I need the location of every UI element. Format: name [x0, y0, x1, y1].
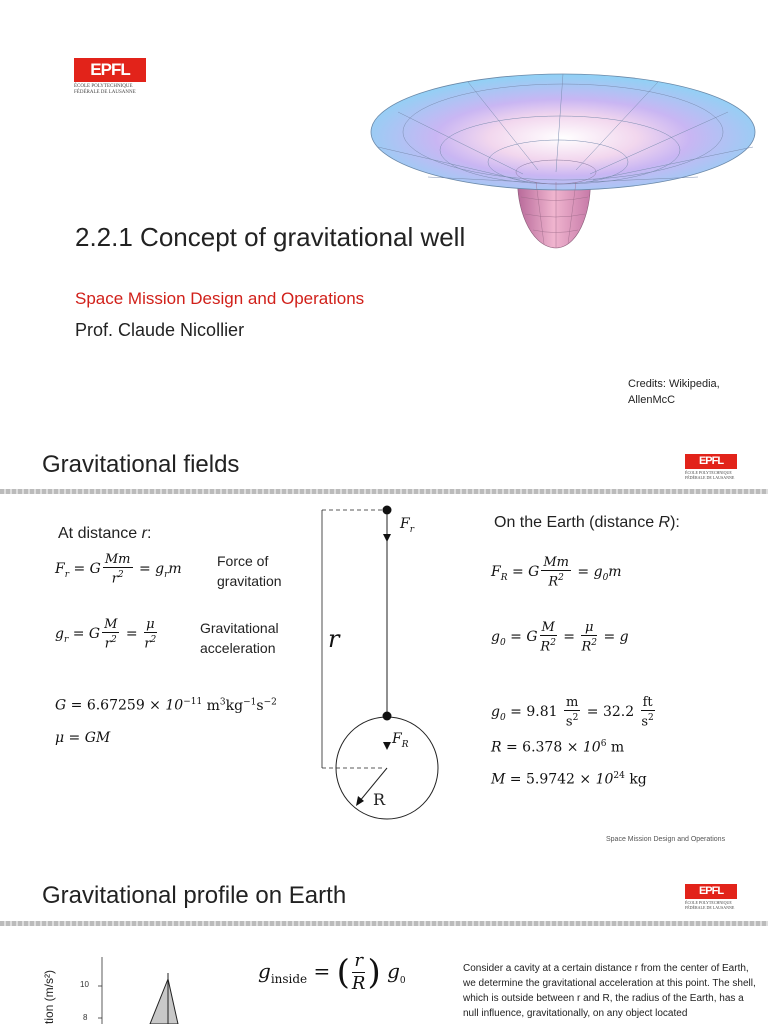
- gravity-profile-plot: [78, 953, 188, 1024]
- logo-caption: ÉCOLE POLYTECHNIQUE FÉDÉRALE DE LAUSANNE: [74, 84, 136, 95]
- epfl-logo: EPFL: [685, 884, 737, 899]
- image-credits: Credits: Wikipedia, AllenMcC: [628, 378, 720, 406]
- force-equation: $F_r = G$ $\frac{Mm}{r^2}$ = $g_rm$: [55, 552, 182, 587]
- g0-value: $g_0 = 9.81$ $\frac{m}{s^2}$ = 32.2 $\frac{ft}{s^2}$: [491, 695, 654, 730]
- logo-caption: ÉCOLE POLYTECHNIQUE FÉDÉRALE DE LAUSANNE: [685, 900, 735, 910]
- author-name: Prof. Claude Nicollier: [75, 320, 245, 340]
- header-divider: [0, 921, 768, 926]
- tick-label-10: 10: [80, 980, 89, 989]
- right-column-header: On the Earth (distance R):: [494, 514, 680, 531]
- radius-R-label: R: [373, 790, 386, 809]
- force-label: Force of gravitation: [217, 553, 282, 589]
- slide-heading: Gravitational profile on Earth: [42, 882, 347, 909]
- tick-label-8: 8: [83, 1013, 88, 1022]
- title-slide: [0, 0, 768, 425]
- slide-footer: Space Mission Design and Operations: [606, 836, 726, 843]
- epfl-logo: EPFL: [685, 454, 737, 469]
- surface-force-equation: $F_R = G$ $\frac{Mm}{R^2}$ = $g_0m$: [491, 555, 622, 590]
- inside-gravity-formula: $g_{inside}$ = ( $\frac{r}{R}$ ) $g_0$: [258, 950, 406, 994]
- header-divider: [0, 489, 768, 494]
- epfl-logo: EPFL: [74, 58, 146, 82]
- acceleration-equation: $g_r = G$ $\frac{M}{r^2}$ = $\frac{\mu}{r^2}$: [55, 617, 157, 652]
- mu-definition: μ = GM: [55, 730, 111, 746]
- slide-heading: Gravitational fields: [42, 451, 240, 478]
- acceleration-label: Gravitational acceleration: [200, 620, 279, 656]
- earth-radius: $R = 6.378 \times 10^6$ m: [491, 739, 625, 756]
- plot-axis-label: tion (m/s²): [42, 970, 56, 1024]
- force-vector-label: $F_r$: [400, 516, 415, 535]
- surface-force-label: $F_R$: [392, 731, 409, 750]
- distance-r-label: r: [328, 625, 340, 653]
- left-column-header: At distance r:: [58, 525, 152, 542]
- course-subtitle: Space Mission Design and Operations: [75, 289, 365, 308]
- explanation-text: Consider a cavity at a certain distance r from the center of Earth, we determine the gravitational acceleration at this point. The shell, which is outside between r and R, the radius of the Earth, has a null influence, gravitationally, on any object located: [463, 963, 756, 1019]
- presentation-title: 2.2.1 Concept of gravitational well: [75, 222, 466, 252]
- logo-caption: ÉCOLE POLYTECHNIQUE FÉDÉRALE DE LAUSANNE: [685, 470, 735, 480]
- surface-gravity-equation: $g_0 = G$ $\frac{M}{R^2}$ = $\frac{\mu}{R^2}$ = g: [491, 620, 629, 655]
- gravitational-fields-slide: [0, 425, 768, 855]
- gravitational-constant: $G = 6.67259 \times 10^{-11}$ $m^3kg^{-1}s^{-2}$: [55, 697, 277, 714]
- gravity-diagram: [312, 500, 442, 820]
- earth-mass: $M = 5.9742 \times 10^{24}$ kg: [491, 771, 647, 788]
- gravitational-profile-slide: [0, 855, 768, 1024]
